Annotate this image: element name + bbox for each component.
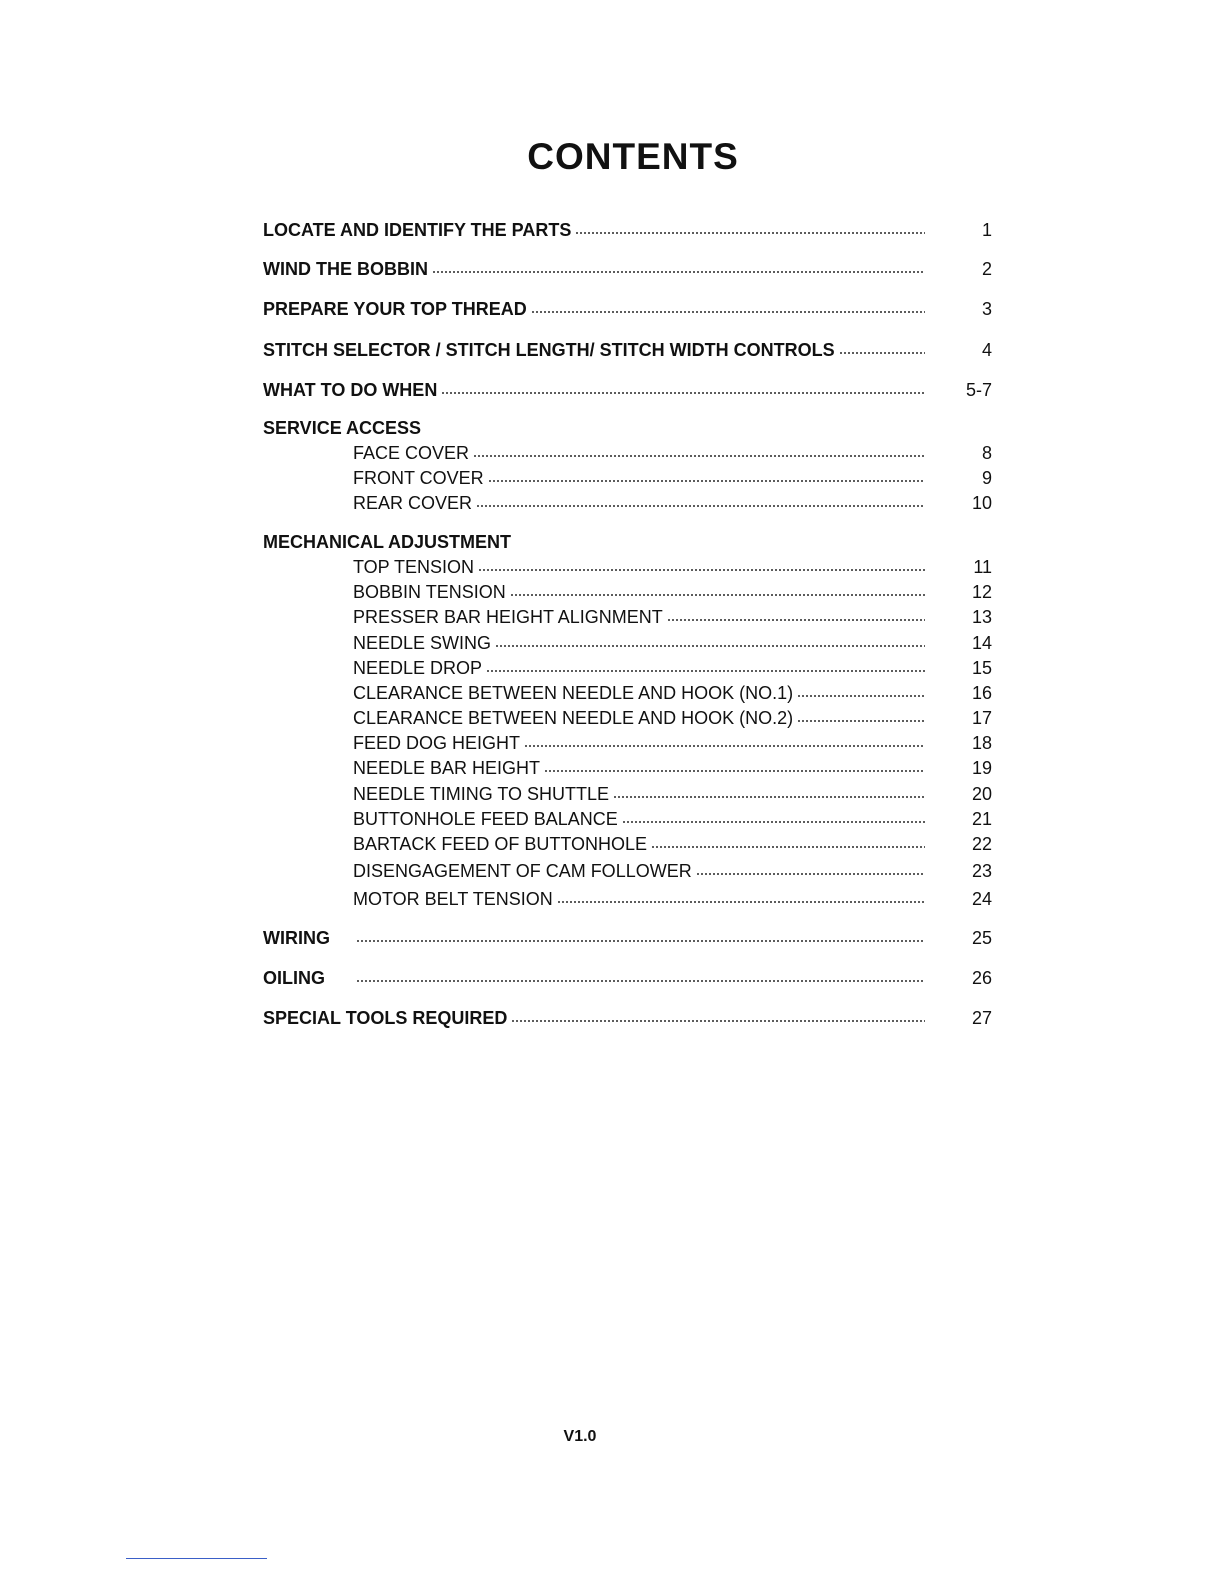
toc-entry-label: NEEDLE TIMING TO SHUTTLE [353,784,610,804]
section-heading-service-access: SERVICE ACCESS [263,418,422,438]
toc-page-number: 20 [971,784,992,804]
toc-page-number: 9 [981,468,992,488]
dot-leader [696,871,925,877]
toc-entry-label: LOCATE AND IDENTIFY THE PARTS [263,220,572,240]
toc-subentry-feed-dog[interactable] [0,731,1224,755]
dot-leader [476,503,925,509]
version-label: V1.0 [563,1428,597,1445]
dot-leader [797,693,925,699]
toc-subentry-needle-timing[interactable] [0,782,1224,806]
toc-page-number: 17 [971,708,992,728]
toc-subentry-face-cover[interactable] [0,441,1224,465]
toc-page-number: 23 [971,861,992,881]
toc-subentry-bobbin-tension[interactable] [0,580,1224,604]
toc-subentry-clearance-1[interactable] [0,681,1224,705]
toc-entry-label: BUTTONHOLE FEED BALANCE [353,809,618,829]
toc-entry-label: DISENGAGEMENT OF CAM FOLLOWER [353,861,692,881]
toc-page-number: 13 [971,607,992,627]
toc-entry-label: OILING [263,968,325,988]
footer-rule [126,1558,267,1559]
toc-subentry-needle-drop[interactable] [0,656,1224,680]
toc-page-number: 26 [971,968,992,988]
toc-entry-label: TOP TENSION [353,557,475,577]
toc-page-number: 10 [971,493,992,513]
dot-leader [356,938,925,944]
toc-entry-locate-parts[interactable] [0,218,1224,242]
toc-entry-label: BOBBIN TENSION [353,582,506,602]
toc-page-number: 2 [981,259,992,279]
toc-entry-label: STITCH SELECTOR / STITCH LENGTH/ STITCH WIDTH CONTROLS [263,340,835,360]
toc-page-number: 27 [971,1008,992,1028]
toc-entry-special-tools[interactable] [0,1006,1224,1030]
toc-entry-label: WIND THE BOBBIN [263,259,428,279]
toc-entry-label: NEEDLE DROP [353,658,483,678]
dot-leader [356,978,925,984]
toc-page-number: 24 [971,889,992,909]
toc-subentry-clearance-2[interactable] [0,706,1224,730]
toc-entry-label: BARTACK FEED OF BUTTONHOLE [353,834,648,854]
dot-leader [667,617,925,623]
dot-leader [510,592,925,598]
toc-page-number: 4 [981,340,992,360]
toc-entry-what-to-do[interactable] [0,378,1224,402]
dot-leader [486,668,925,674]
toc-entry-label: PREPARE YOUR TOP THREAD [263,299,527,319]
toc-subentry-motor-belt[interactable] [0,887,1224,911]
toc-entry-top-thread[interactable] [0,297,1224,321]
toc-entry-label: PRESSER BAR HEIGHT ALIGNMENT [353,607,663,627]
toc-page-number: 12 [971,582,992,602]
toc-entry-label: WHAT TO DO WHEN [263,380,438,400]
toc-entry-label: NEEDLE BAR HEIGHT [353,758,541,778]
dot-leader [797,718,925,724]
toc-subentry-cam-follower[interactable] [0,859,1224,883]
dot-leader [651,844,925,850]
dot-leader [839,350,925,356]
toc-entry-label: WIRING [263,928,330,948]
dot-leader [557,899,925,905]
toc-entry-label: REAR COVER [353,493,473,513]
toc-entry-label: NEEDLE SWING [353,633,492,653]
dot-leader [441,390,925,396]
toc-subentry-buttonhole-balance[interactable] [0,807,1224,831]
dot-leader [531,309,925,315]
toc-subentry-rear-cover[interactable] [0,491,1224,515]
toc-page-number: 15 [971,658,992,678]
dot-leader [495,643,925,649]
dot-leader [622,819,925,825]
section-heading-mechanical-adjustment: MECHANICAL ADJUSTMENT [263,532,512,552]
toc-page-number: 25 [971,928,992,948]
toc-entry-label: FACE COVER [353,443,470,463]
toc-subentry-presser-bar[interactable] [0,605,1224,629]
dot-leader [613,794,925,800]
toc-entry-wiring[interactable] [0,926,1224,950]
toc-entry-label: FRONT COVER [353,468,484,488]
toc-subentry-front-cover[interactable] [0,466,1224,490]
toc-page-number: 11 [973,557,992,577]
dot-leader [478,567,925,573]
toc-entry-label: CLEARANCE BETWEEN NEEDLE AND HOOK (NO.2) [353,708,794,728]
toc-page-number: 18 [971,733,992,753]
toc-page-number: 21 [971,809,992,829]
toc-entry-label: MOTOR BELT TENSION [353,889,553,909]
toc-page-number: 1 [981,220,992,240]
dot-leader [511,1018,925,1024]
dot-leader [524,743,925,749]
dot-leader [544,768,925,774]
dot-leader [432,269,925,275]
toc-entry-wind-bobbin[interactable] [0,257,1224,281]
toc-entry-label: FEED DOG HEIGHT [353,733,521,753]
dot-leader [473,453,925,459]
toc-page-number: 14 [971,633,992,653]
toc-subentry-needle-swing[interactable] [0,631,1224,655]
toc-page-number: 19 [971,758,992,778]
toc-subentry-top-tension[interactable] [0,555,1224,579]
toc-page-number: 8 [981,443,992,463]
toc-page-number: 22 [971,834,992,854]
dot-leader [575,230,925,236]
page-title: CONTENTS [527,136,739,177]
toc-page-number: 3 [981,299,992,319]
toc-subentry-bartack-feed[interactable] [0,832,1224,856]
dot-leader [488,478,925,484]
toc-entry-stitch-controls[interactable] [0,338,1224,362]
toc-entry-label: CLEARANCE BETWEEN NEEDLE AND HOOK (NO.1) [353,683,794,703]
toc-entry-label: SPECIAL TOOLS REQUIRED [263,1008,508,1028]
toc-page-number: 5-7 [965,380,992,400]
toc-entry-oiling[interactable] [0,966,1224,990]
toc-page-number: 16 [971,683,992,703]
toc-subentry-needle-bar[interactable] [0,756,1224,780]
